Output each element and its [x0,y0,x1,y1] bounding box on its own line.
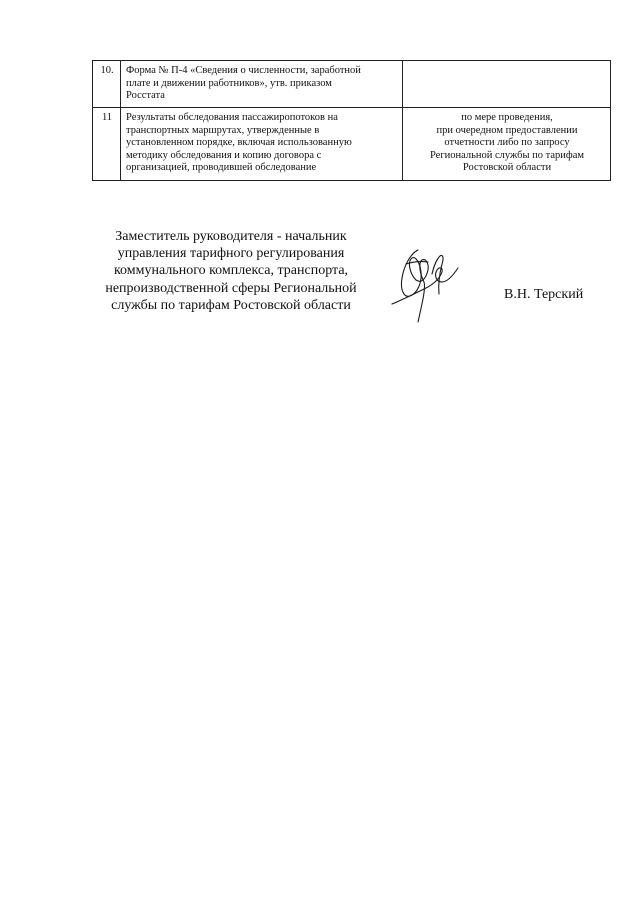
row-number: 10. [93,61,121,108]
row-number: 11 [93,108,121,181]
name-line: Росстата [126,90,165,102]
term-cell [403,108,611,181]
term-cell [403,61,611,108]
term-line: Ростовской области [462,162,552,174]
document-name-cell [121,108,403,181]
signer-name: В.Н. Терский [504,287,584,302]
term-line: отчетности либо по запросу [444,137,570,149]
term-line: при очередном предоставлении [436,124,578,136]
name-line: установленном порядке, включая использованную [126,137,352,149]
table-row [93,61,611,108]
name-line: методику обследования и копию договора с [126,149,322,161]
name-line: Результаты обследования пассажиропотоков на [126,112,338,123]
requirements-table [92,60,611,181]
table-row [93,108,611,181]
name-line: транспортных маршрутах, утвержденные в [126,124,320,136]
name-line: организацией, проводившей обследование [126,162,317,174]
position-line: Заместитель руководителя - начальник [115,229,347,244]
term-line: Региональной службы по тарифам [429,149,585,161]
term-line: по мере проведения, [461,112,553,123]
position-line: управления тарифного регулирования [117,246,345,262]
position-line: непроизводственной сферы Региональной [105,280,357,296]
position-line: службы по тарифам Ростовской области [111,297,351,313]
position-line: коммунального комплекса, транспорта, [113,263,349,279]
document-name-cell [121,61,403,108]
handwritten-signature [388,244,464,324]
name-line: плате и движении работников», утв. приказом [126,77,332,89]
name-line: Форма № П-4 «Сведения о численности, заработной [126,65,361,76]
signer-position [96,228,366,314]
